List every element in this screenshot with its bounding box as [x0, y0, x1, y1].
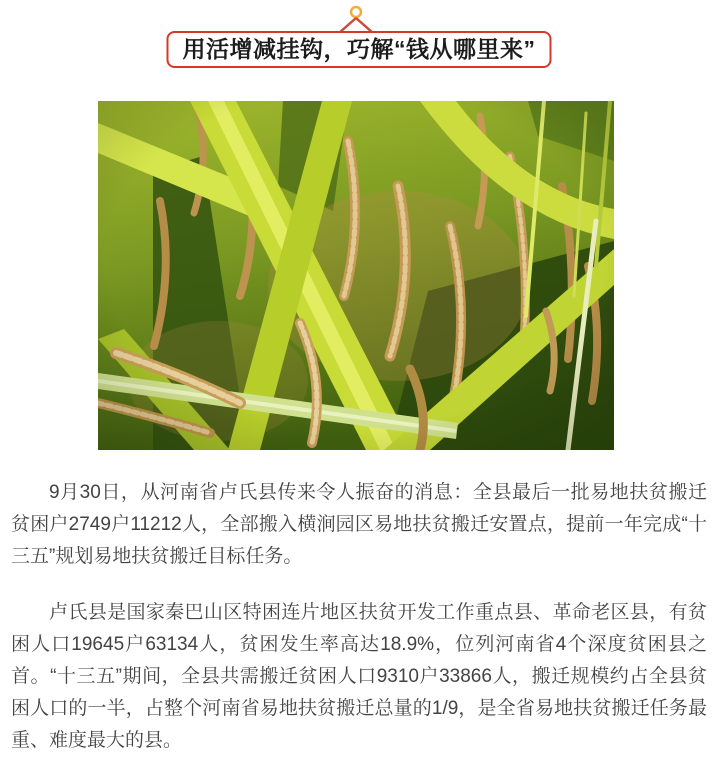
- article-title: 用活增减挂钩，巧解“钱从哪里来”: [182, 36, 536, 62]
- article-body: [11, 477, 707, 781]
- rice-field-photo[interactable]: [98, 101, 614, 450]
- article-title-card: [167, 31, 552, 68]
- article-paragraph-2: 卢氏县是国家秦巴山区特困连片地区扶贫开发工作重点县、革命老区县，有贫困人口19645户63134人，贫困发生率高达18.9%，位列河南省4个深度贫困县之首。“十三五”期间，全县共需搬迁贫困人口9310户33866人，搬迁规模约占全县贫困人口的一半，占整个河南省易地扶贫搬迁总量的1/9，是全省易地扶贫搬迁任务最重、难度最大的县。: [11, 602, 707, 751]
- hanging-pin-icon: [326, 0, 386, 34]
- rice-field-illustration: [98, 101, 614, 450]
- article-paragraph-1: 9月30日，从河南省卢氏县传来令人振奋的消息：全县最后一批易地扶贫搬迁贫困户2749户11212人，全部搬入横涧园区易地扶贫搬迁安置点，提前一年完成“十三五”规划易地扶贫搬迁目标任务。: [11, 482, 707, 567]
